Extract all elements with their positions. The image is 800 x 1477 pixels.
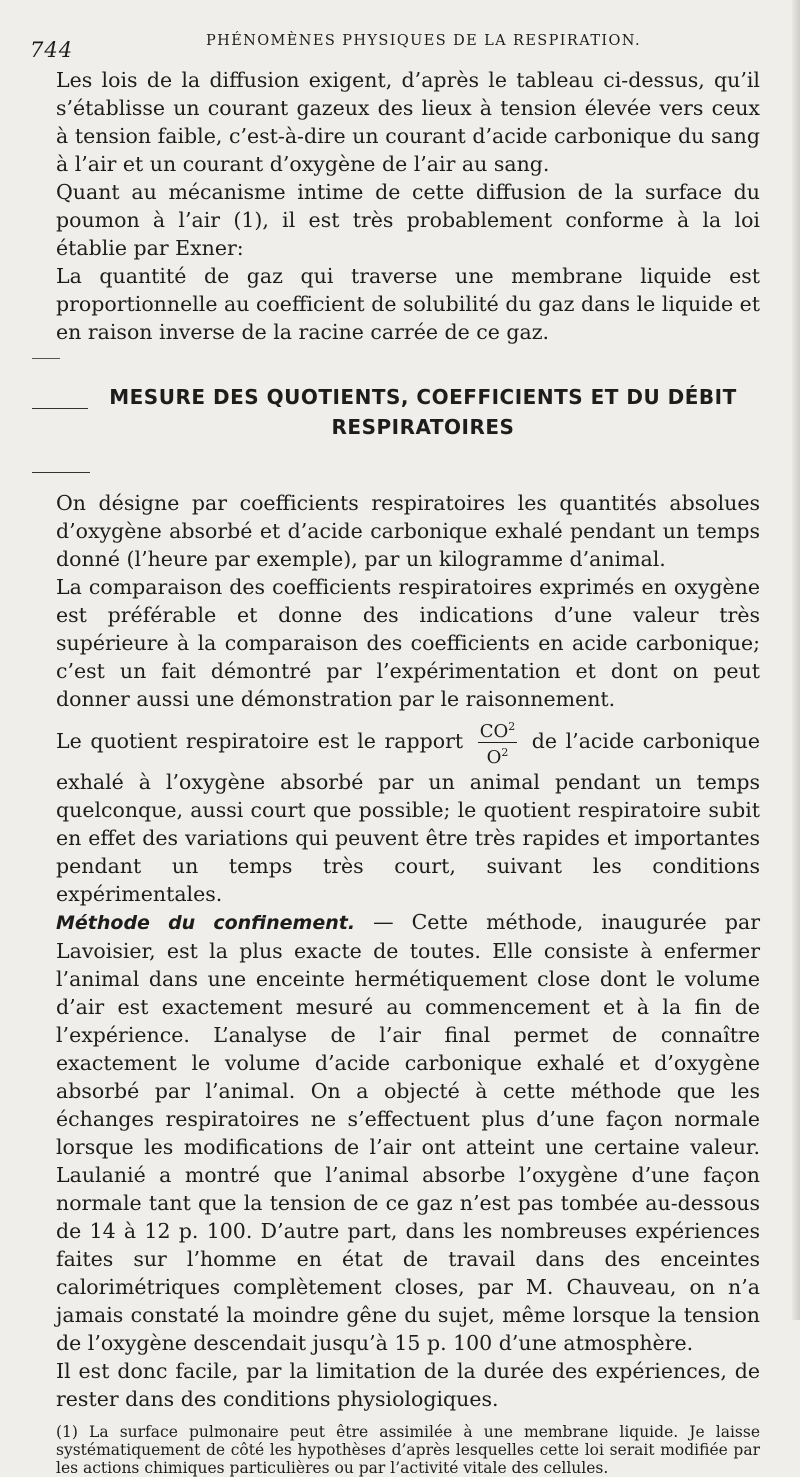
running-head: PHÉNOMÈNES PHYSIQUES DE LA RESPIRATION. [206, 33, 641, 49]
page-number: 744 [30, 38, 74, 62]
separator-marks [56, 346, 760, 382]
intro-paragraph-1: Les lois de la diffusion exigent, d’après le tableau ci-dessus, qu’il s’établisse un courant gazeux des lieux à tension élevée vers ceux à tension faible, c’est-à-dire un courant d’acide carbonique du sang à l’air et un courant d’oxygène de l’air au sang. [56, 68, 760, 176]
fraction-numerator [478, 717, 518, 743]
quotient-fraction [478, 717, 518, 768]
fraction-denominator-text: O [486, 747, 502, 768]
fraction-denominator-sup: 2 [501, 746, 509, 759]
heading-left-rule [32, 408, 88, 409]
quotient-text-after: de l’acide carbonique exhalé à l’oxygène absorbé par un animal pendant un temps quelconque, aussi court que possible; le quotient respiratoire subit en effet des variations qui peuvent être très rapides et importantes pendant un temps très court, suivant les conditions expérimentales. [56, 729, 760, 906]
fraction-numerator-text: CO [479, 721, 509, 742]
fraction-numerator-sup: 2 [508, 720, 516, 733]
body-paragraph-conclusion: Il est donc facile, par la limitation de la durée des expériences, de rester dans des conditions physiologiques. [56, 1359, 760, 1411]
separator-tick [32, 358, 60, 359]
page-header [30, 26, 760, 66]
body-paragraph-comparison: La comparaison des coefficients respiratoires exprimés en oxygène est préférable et donne des indications d’une valeur très supérieure à la comparaison des coefficients en acide carbonique; c’est un fait démontré par l’expérimentation et dont on peut donner aussi une démonstration par le raisonnement. [56, 575, 760, 711]
section-heading-line-1: MESURE DES QUOTIENTS, COEFFICIENTS ET DU DÉBIT [109, 385, 737, 409]
body-paragraph-method [56, 908, 760, 1357]
method-title: Méthode du confinement. [56, 912, 356, 934]
intro-paragraph-2: Quant au mécanisme intime de cette diffusion de la surface du poumon à l’air (1), il est très probablement conforme à la loi établie par Exner: [56, 180, 760, 260]
method-text: — Cette méthode, inaugurée par Lavoisier, est la plus exacte de toutes. Elle consiste à enfermer l’animal dans une enceinte hermétiquement close dont le volume d’air est exactement mesuré au commencement et à la fin de l’expérience. L’analyse de l’air final permet de connaître exactement le volume d’acide carbonique exhalé et d’oxygène absorbé par l’animal. On a objecté à cette méthode que les échanges respiratoires ne s’effectuent plus d’une façon normale lorsque les modifications de l’air ont atteint une certaine valeur. Laulanié a montré que l’animal absorbe l’oxygène d’une façon normale tant que la tension de ce gaz n’est pas tombée au-dessous de 14 à 12 p. 100. D’autre part, dans les nombreuses expériences faites sur l’homme en état de travail dans des enceintes calorimétriques complètement closes, par M. Chauveau, on n’a jamais constaté la moindre gêne du sujet, même lorsque la tension de l’oxygène descendait jusqu’à 15 p. 100 d’une atmosphère. [56, 910, 760, 1355]
page-spine-shadow [792, 0, 800, 1320]
quotient-text-before: Le quotient respiratoire est le rapport [56, 729, 464, 753]
intro-paragraph-3-exner-law: La quantité de gaz qui traverse une membrane liquide est proportionnelle au coefficient de solubilité du gaz dans le liquide et en raison inverse de la racine carrée de ce gaz. [56, 264, 760, 344]
footnote: (1) La surface pulmonaire peut être assimilée à une membrane liquide. Je laisse systématiquement de côté les hypothèses d’après lesquelles cette loi serait modifiée par les actions chimiques particulières ou par l’activité vitale des cellules. [56, 1423, 760, 1477]
heading-bottom-rule [32, 472, 90, 473]
section-heading-line-2: RESPIRATOIRES [331, 415, 515, 439]
fraction-denominator [478, 743, 518, 768]
body-paragraph-quotient [56, 717, 760, 908]
body-paragraph-coefficients: On désigne par coefficients respiratoires les quantités absolues d’oxygène absorbé et d’acide carbonique exhalé pendant un temps donné (l’heure par exemple), par un kilogramme d’animal. [56, 491, 760, 571]
section-heading-block [56, 382, 760, 442]
